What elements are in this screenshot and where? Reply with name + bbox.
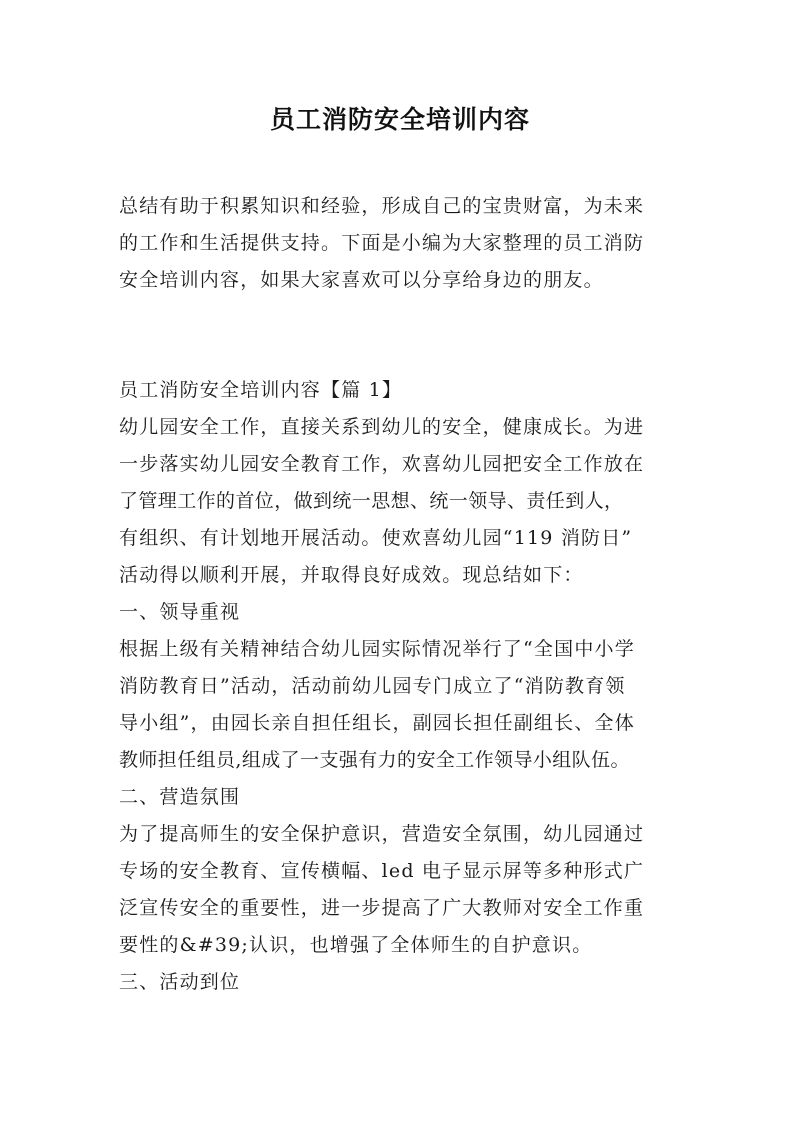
section-heading: 员工消防安全培训内容【篇 1】 — [119, 379, 403, 401]
body-line: 有组织、有计划地开展活动。使欢喜幼儿园“119 消防日” — [119, 527, 633, 549]
intro-paragraph — [119, 188, 689, 299]
body-line: 专场的安全教育、宣传横幅、led 电子显示屏等多种形式广 — [119, 860, 645, 882]
body-line: 根据上级有关精神结合幼儿园实际情况举行了“全国中小学 — [119, 638, 635, 660]
subheading-atmosphere: 二、营造氛围 — [119, 786, 241, 808]
body-line: 消防教育日”活动，活动前幼儿园专门成立了“消防教育领 — [119, 675, 626, 697]
body-line: 导小组”，由园长亲自担任组长，副园长担任副组长、全体 — [119, 712, 635, 734]
subheading-leadership: 一、领导重视 — [119, 601, 241, 623]
body-line: 教师担任组员,组成了一支强有力的安全工作领导小组队伍。 — [119, 749, 630, 771]
body-line: 幼儿园安全工作，直接关系到幼儿的安全，健康成长。为进 — [119, 416, 645, 438]
intro-line: 安全培训内容，如果大家喜欢可以分享给身边的朋友。 — [119, 269, 604, 291]
body-line: 一步落实幼儿园安全教育工作，欢喜幼儿园把安全工作放在 — [119, 453, 645, 475]
body-line: 要性的&#39;认识，也增强了全体师生的自护意识。 — [119, 934, 593, 956]
body-line: 泛宣传安全的重要性，进一步提高了广大教师对安全工作重 — [119, 897, 645, 919]
intro-line: 总结有助于积累知识和经验，形成自己的宝贵财富，为未来 — [119, 195, 645, 217]
body-line: 活动得以顺利开展，并取得良好成效。现总结如下： — [119, 564, 584, 586]
subheading-activities: 三、活动到位 — [119, 971, 241, 993]
document-title: 员工消防安全培训内容 — [269, 105, 530, 134]
body-line: 为了提高师生的安全保护意识，营造安全氛围，幼儿园通过 — [119, 823, 645, 845]
article-body — [119, 372, 694, 1001]
intro-line: 的工作和生活提供支持。下面是小编为大家整理的员工消防 — [119, 232, 645, 254]
body-line: 了管理工作的首位，做到统一思想、统一领导、责任到人， — [119, 490, 624, 512]
